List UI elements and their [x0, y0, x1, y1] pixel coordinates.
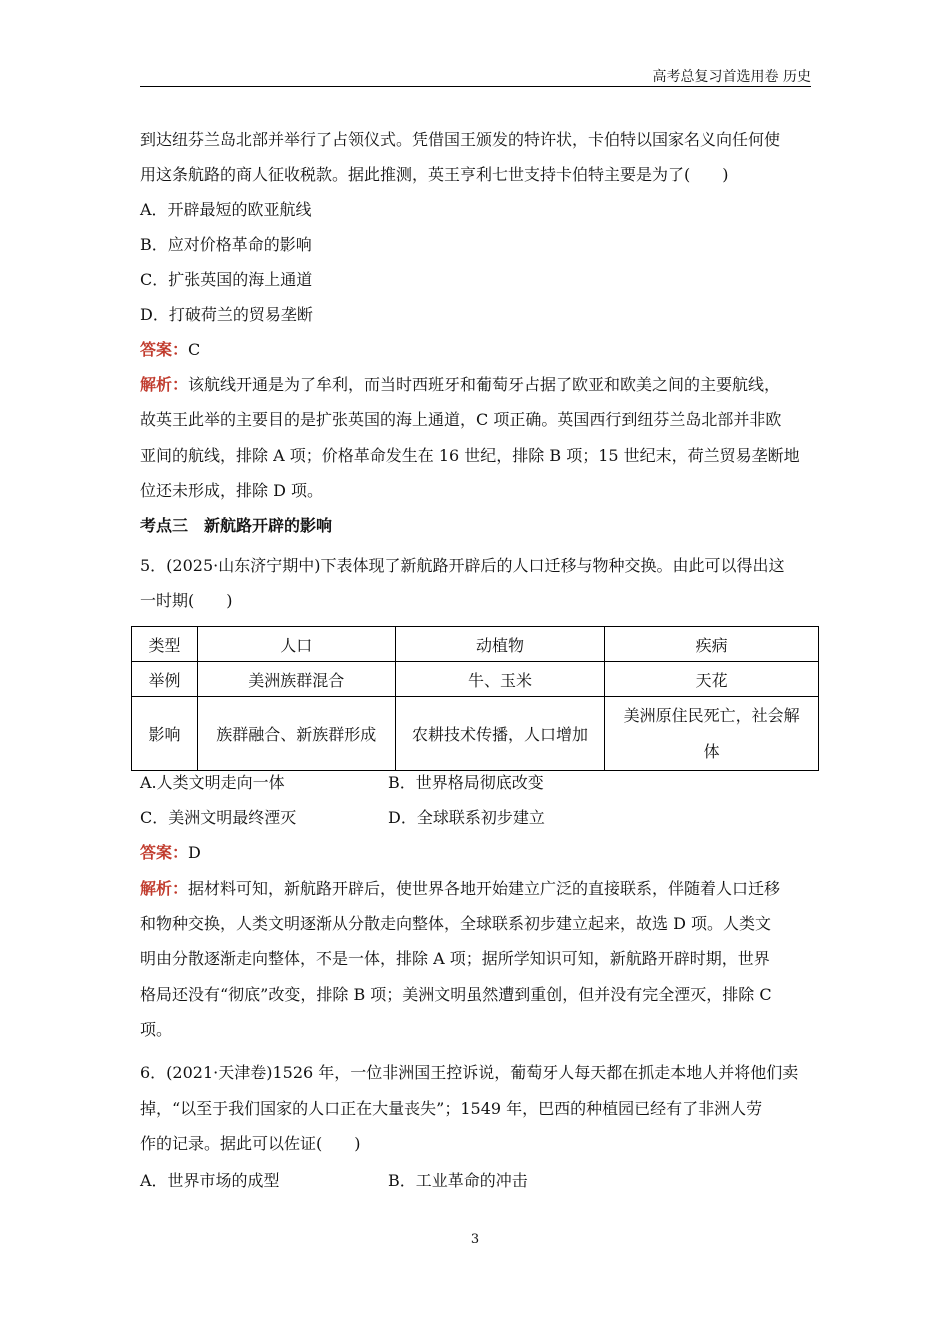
- table-header-cell: 动植物: [395, 627, 605, 662]
- analysis-label: 解析：: [140, 879, 189, 898]
- q5-analysis-line-4: 格局还没有“彻底”改变，排除 B 项；美洲文明虽然遭到重创，但并没有完全湮灭，排除 C: [140, 985, 772, 1004]
- q5-option-c: C．美洲文明最终湮灭: [140, 808, 297, 827]
- q5-option-a: A.人类文明走向一体: [140, 773, 285, 792]
- table-cell: 举例: [132, 662, 198, 697]
- q4-option-a: A．开辟最短的欧亚航线: [140, 200, 312, 219]
- q4-option-c: C．扩张英国的海上通道: [140, 270, 313, 289]
- q4-analysis-line-1: [140, 375, 780, 395]
- q5-analysis-line-5: 项。: [140, 1020, 173, 1039]
- answer-label: 答案：: [140, 843, 189, 862]
- header-rule: [140, 86, 811, 87]
- q5-analysis-line-3: 明由分散逐渐走向整体，不是一体，排除 A 项；据所学知识可知，新航路开辟时期，世界: [140, 949, 770, 968]
- q4-option-d: D．打破荷兰的贸易垄断: [140, 305, 313, 324]
- analysis-text: 该航线开通是为了牟利，而当时西班牙和葡萄牙占据了欧亚和欧美之间的主要航线，: [188, 375, 781, 394]
- table-cell: 牛、玉米: [395, 662, 605, 697]
- table-cell-line: 体: [703, 741, 720, 761]
- q4-analysis-line-3: 亚间的航线，排除 A 项；价格革命发生在 16 世纪，排除 B 项；15 世纪末，荷兰贸易垄断地: [140, 446, 800, 465]
- q6-stem-line-2: 掉，“以至于我们国家的人口正在大量丧失”；1549 年，巴西的种植园已经有了非洲人劳: [140, 1099, 763, 1118]
- answer-value: D: [188, 843, 201, 862]
- table-header-cell: 人口: [197, 627, 395, 662]
- table-cell: 天花: [605, 662, 819, 697]
- table-header-cell: 类型: [132, 627, 198, 662]
- q5-analysis-line-1: [140, 879, 780, 899]
- table-cell: 影响: [132, 697, 198, 771]
- analysis-text: 据材料可知，新航路开辟后，使世界各地开始建立广泛的直接联系，伴随着人口迁移: [188, 879, 781, 898]
- table-row-impact: [132, 697, 819, 771]
- table-row-example: [132, 662, 819, 697]
- table-cell: 美洲族群混合: [197, 662, 395, 697]
- analysis-label: 解析：: [140, 375, 189, 394]
- q5-analysis-line-2: 和物种交换，人类文明逐渐从分散走向整体，全球联系初步建立起来，故选 D 项。人类文: [140, 914, 772, 933]
- q4-analysis-line-2: 故英王此举的主要目的是扩张英国的海上通道，C 项正确。英国西行到纽芬兰岛北部并非欧: [140, 410, 782, 429]
- q4-stem-line-2: 用这条航路的商人征收税款。据此推测，英王亨利七世支持卡伯特主要是为了( ): [140, 165, 729, 184]
- running-header: 高考总复习首选用卷 历史: [652, 69, 811, 85]
- answer-label: 答案：: [140, 340, 189, 359]
- q5-answer: [140, 843, 201, 863]
- table-header-row: [132, 627, 819, 662]
- answer-value: C: [188, 340, 201, 359]
- page-number: 3: [470, 1232, 480, 1247]
- q5-option-d: D．全球联系初步建立: [388, 808, 545, 827]
- q5-table: [131, 626, 819, 771]
- q6-option-b: B．工业革命的冲击: [388, 1171, 528, 1190]
- q4-stem-line-1: 到达纽芬兰岛北部并举行了占领仪式。凭借国王颁发的特许状，卡伯特以国家名义向任何使: [140, 130, 781, 149]
- table-cell: 族群融合、新族群形成: [197, 697, 395, 771]
- table-cell: [605, 697, 819, 771]
- q5-stem-line-1: 5．(2025·山东济宁期中)下表体现了新航路开辟后的人口迁移与物种交换。由此可以得出这: [140, 556, 785, 575]
- q6-stem-line-1: 6．(2021·天津卷)1526 年，一位非洲国王控诉说，葡萄牙人每天都在抓走本地人并将他们卖: [140, 1063, 799, 1082]
- q4-analysis-line-4: 位还未形成，排除 D 项。: [140, 481, 324, 500]
- table-header-cell: 疾病: [605, 627, 819, 662]
- q4-option-b: B．应对价格革命的影响: [140, 235, 312, 254]
- q6-option-a: A．世界市场的成型: [140, 1171, 280, 1190]
- table-cell: 农耕技术传播，人口增加: [395, 697, 605, 771]
- table-cell-line: 美洲原住民死亡，社会解: [623, 705, 800, 725]
- q5-stem-line-2: 一时期( ): [140, 591, 233, 610]
- section-heading: 考点三 新航路开辟的影响: [140, 516, 333, 535]
- q6-stem-line-3: 作的记录。据此可以佐证( ): [140, 1134, 361, 1153]
- q4-answer: [140, 340, 200, 360]
- q5-option-b: B．世界格局彻底改变: [388, 773, 544, 792]
